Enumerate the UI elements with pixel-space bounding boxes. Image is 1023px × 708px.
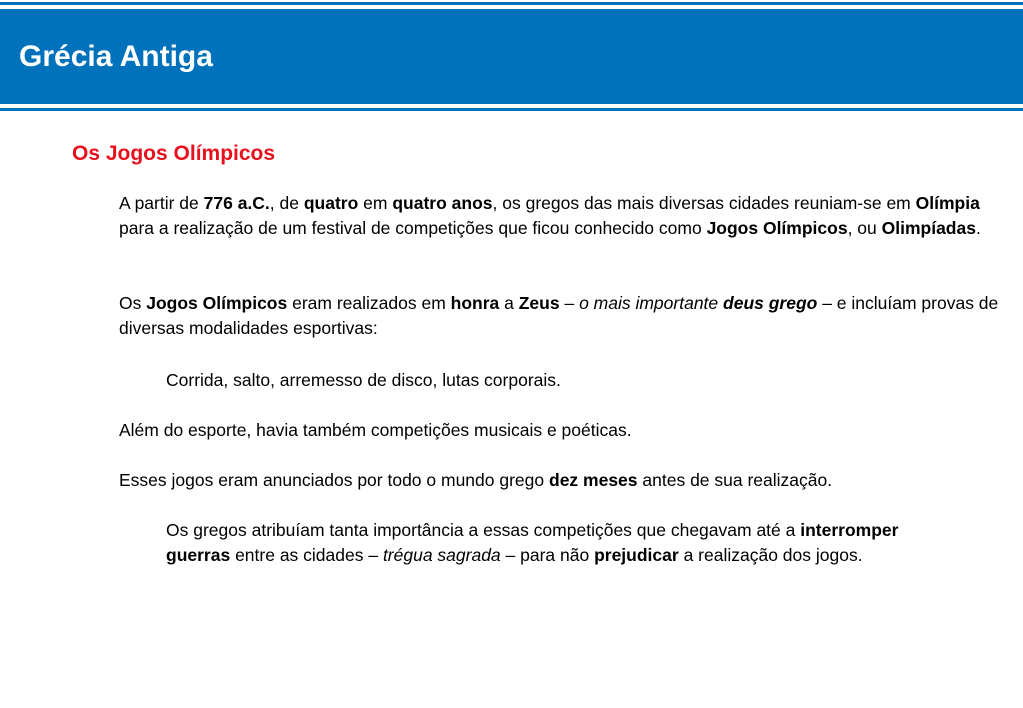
italic-tregua-sagrada: trégua sagrada xyxy=(382,545,501,565)
text-span: Esses jogos eram anunciados por todo o mundo grego xyxy=(119,470,549,490)
text-span: eram realizados em xyxy=(287,293,451,313)
emphasis-date: 776 a.C. xyxy=(203,193,270,213)
text-span: a xyxy=(499,293,519,313)
text-span: para a realização de um festival de competições que ficou conhecido como xyxy=(119,218,707,238)
emphasis-quatro: quatro xyxy=(303,193,359,213)
italic-phrase: o mais importante xyxy=(579,293,724,313)
text-span: antes de sua realização. xyxy=(637,470,833,490)
text-span: em xyxy=(358,193,393,213)
text-span: . xyxy=(975,218,981,238)
emphasis-deus-grego xyxy=(723,293,817,313)
page-title: Grécia Antiga xyxy=(19,40,213,73)
text-span: entre as cidades – xyxy=(230,545,383,565)
text-span: – para não xyxy=(500,545,595,565)
italic-bold-phrase: deus grego xyxy=(723,293,818,313)
paragraph-sports-list: Corrida, salto, arremesso de disco, lutas corporais. xyxy=(166,370,561,390)
emphasis-dez-meses: dez meses xyxy=(549,470,638,490)
text-span: a realização dos jogos. xyxy=(678,545,863,565)
text-span: , ou xyxy=(847,218,882,238)
text-span: , os gregos das mais diversas cidades reuniam-se em xyxy=(492,193,916,213)
text-span: , de xyxy=(269,193,304,213)
text-span: – xyxy=(559,293,580,313)
text-span: A partir de xyxy=(119,193,204,213)
emphasis-jogos-olimpicos: Jogos Olímpicos xyxy=(146,293,288,313)
emphasis-quatro-anos: quatro anos xyxy=(392,193,493,213)
text-span: Os gregos atribuíam tanta importância a essas competições que chegavam até a xyxy=(166,520,801,540)
emphasis-olimpia: Olímpia xyxy=(915,193,980,213)
section-heading: Os Jogos Olímpicos xyxy=(72,142,276,165)
paragraph-music-poetry: Além do esporte, havia também competições musicais e poéticas. xyxy=(119,420,632,440)
paragraph-origin xyxy=(119,191,999,241)
emphasis-prejudicar: prejudicar xyxy=(594,545,679,565)
emphasis-honra: honra xyxy=(450,293,500,313)
emphasis-jogos-olimpicos: Jogos Olímpicos xyxy=(706,218,848,238)
emphasis-interromper-guerras: interromper guerras xyxy=(166,520,899,565)
emphasis-olimpiadas: Olimpíadas xyxy=(881,218,976,238)
paragraph-zeus xyxy=(119,291,999,341)
text-span: – e incluíam provas de diversas modalidades esportivas: xyxy=(119,293,999,338)
header-bar xyxy=(0,9,1023,104)
text-span: Os xyxy=(119,293,147,313)
emphasis-zeus: Zeus xyxy=(518,293,560,313)
header-top-rule xyxy=(0,2,1023,5)
paragraph-truce xyxy=(166,518,966,568)
paragraph-announcement xyxy=(119,468,999,493)
header-bottom-rule xyxy=(0,108,1023,111)
